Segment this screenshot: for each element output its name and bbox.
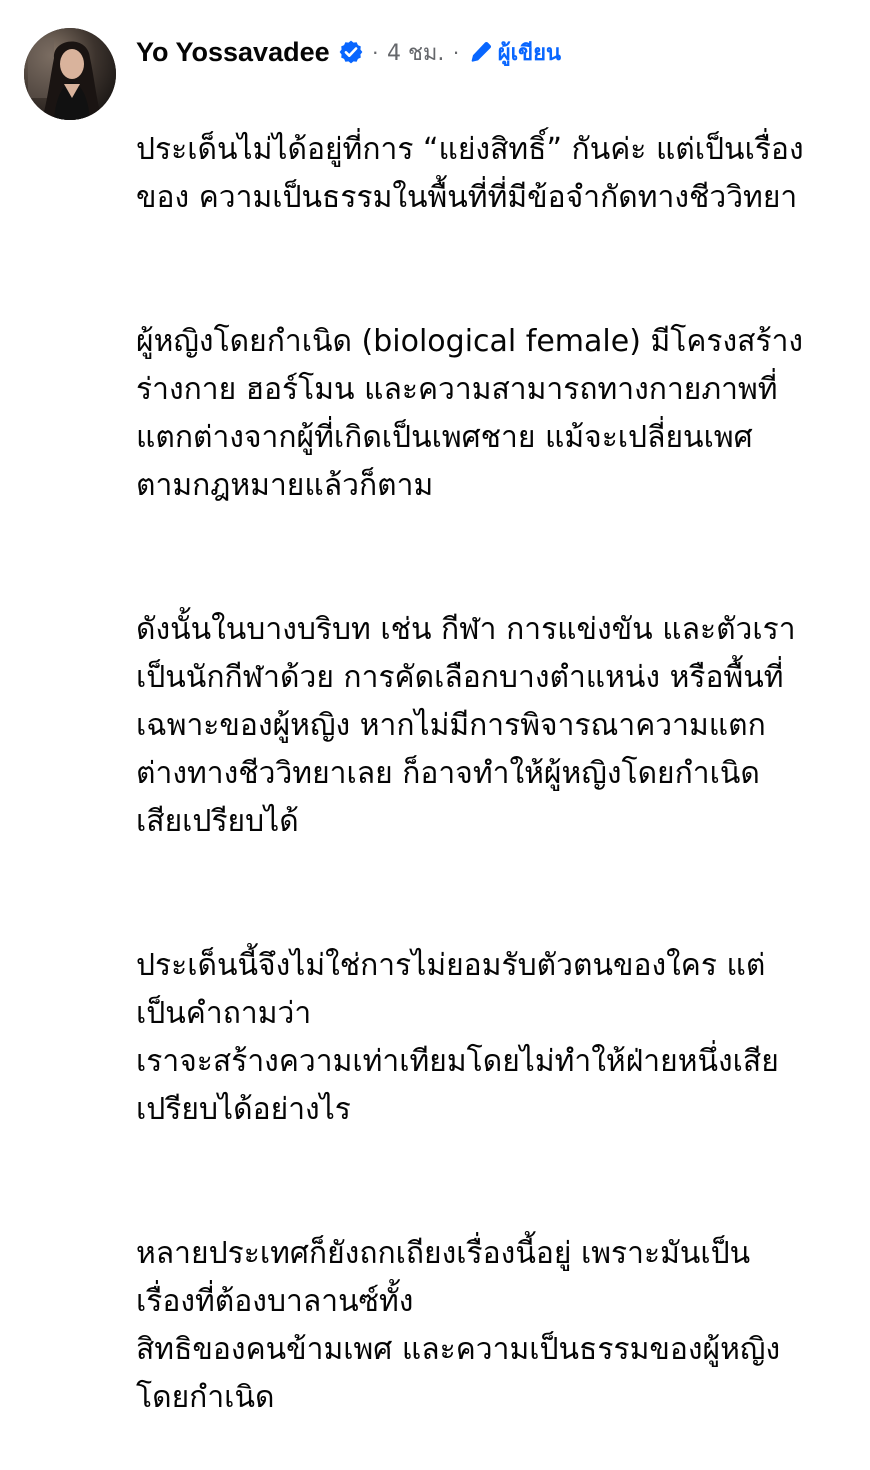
verified-badge-icon (338, 39, 364, 65)
author-name[interactable]: Yo Yossavadee (136, 36, 330, 67)
author-role-badge[interactable] (468, 35, 561, 70)
post-paragraph: หลายประเทศก็ยังถกเถียงเรื่องนี้อยู่ เพราะมันเป็น เรื่องที่ต้องบาลานซ์ทั้ง สิทธิของคนข้ามเพศ และความเป็นธรรมของผู้หญิง โดยกำเนิด (136, 1236, 781, 1415)
post-timestamp[interactable]: 4 ชม. (386, 40, 445, 66)
separator-dot: · (452, 39, 460, 64)
post-body (136, 78, 856, 1470)
post-paragraph: ประเด็นไม่ได้อยู่ที่การ “แย่งสิทธิ์” กันค่ะ แต่เป็นเรื่อง ของ ความเป็นธรรมในพื้นที่ที่มีข้อจำกัดทางชีววิทยา (136, 132, 804, 215)
post-paragraph: ประเด็นนี้จึงไม่ใช่การไม่ยอมรับตัวตนของใคร แต่ เป็นคำถามว่า เราจะสร้างความเท่าเทียมโดยไม่ทำให้ฝ่ายหนึ่งเสีย เปรียบได้อย่างไร (136, 948, 779, 1127)
post-header (136, 30, 561, 74)
pencil-icon (468, 39, 494, 65)
profile-photo-icon (24, 28, 116, 120)
post-paragraph: ผู้หญิงโดยกำเนิด (biological female) มีโครงสร้าง ร่างกาย ฮอร์โมน และความสามารถทางกายภาพที่ แตกต่างจากผู้ที่เกิดเป็นเพศชาย แม้จะเปลี่ยนเพศ ตามกฎหมายแล้วก็ตาม (136, 324, 804, 503)
author-role-label: ผู้เขียน (497, 40, 562, 66)
post-paragraph: ดังนั้นในบางบริบท เช่น กีฬา การแข่งขัน และตัวเรา เป็นนักกีฬาด้วย การคัดเลือกบางตำแหน่ง หรือพื้นที่ เฉพาะของผู้หญิง หากไม่มีการพิจารณาความแตก ต่างทางชีววิทยาเลย ก็อาจทำให้ผู้หญิงโดยกำเนิด เสียเปรียบได้ (136, 612, 796, 839)
separator-dot: · (371, 39, 379, 64)
avatar[interactable] (24, 28, 116, 120)
